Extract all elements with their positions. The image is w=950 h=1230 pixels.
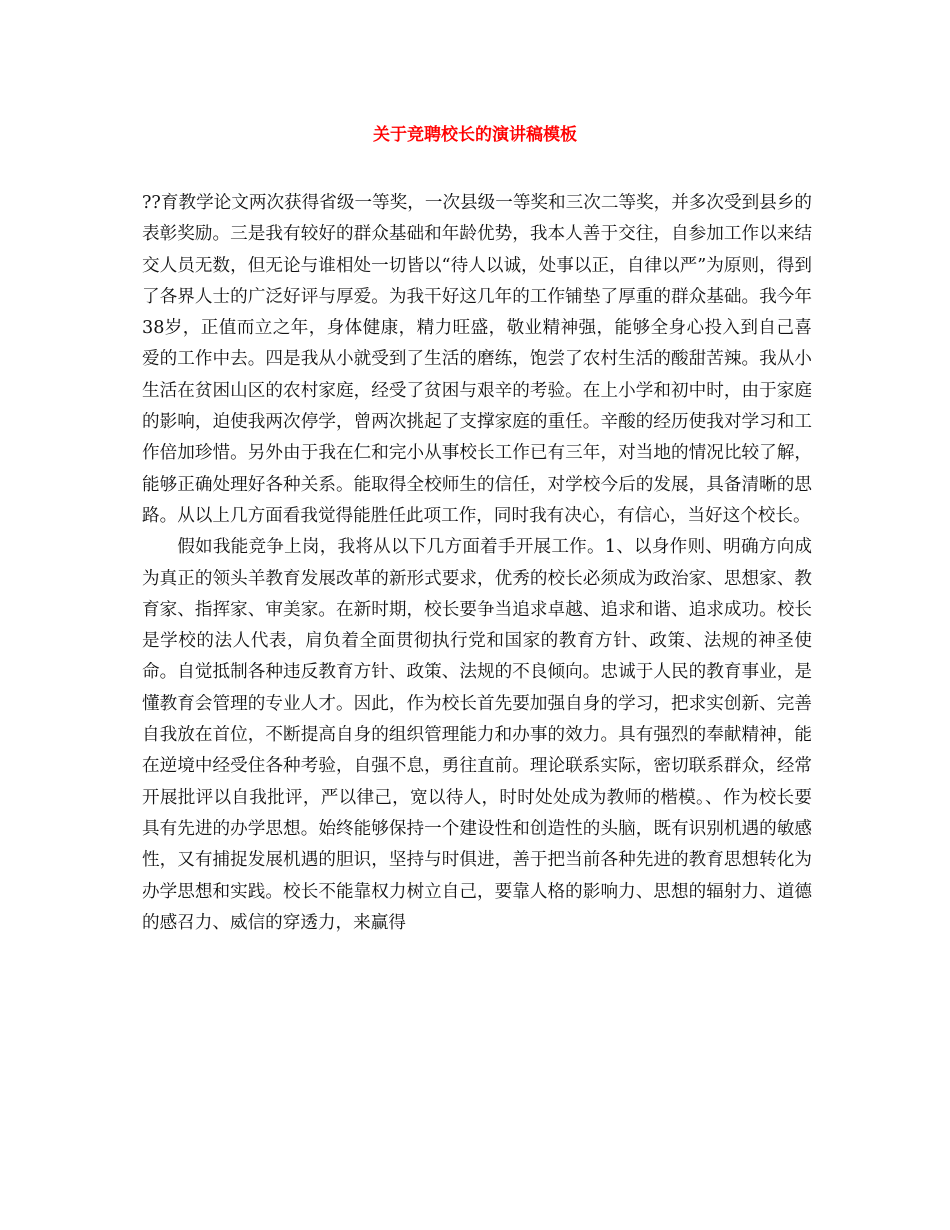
- document-title: 关于竞聘校长的演讲稿模板: [373, 125, 577, 145]
- body-paragraph: 假如我能竞争上岗，我将从以下几方面着手开展工作。1、以身作则、明确方向成为真正的领头羊教育发展改革的新形式要求，优秀的校长必须成为政治家、思想家、教育家、指挥家、审美家。在新时期，校长要争当追求卓越、追求和谐、追求成功。校长是学校的法人代表，肩负着全面贯彻执行党和国家的教育方针、政策、法规的神圣使命。自觉抵制各种违反教育方针、政策、法规的不良倾向。忠诚于人民的教育事业，是懂教育会管理的专业人才。因此，作为校长首先要加强自身的学习，把求实创新、完善自我放在首位，不断提高自身的组织管理能力和办事的效力。具有强烈的奉献精神，能在逆境中经受住各种考验，自强不息，勇往直前。理论联系实际，密切联系群众，经常开展批评以自我批评，严以律己，宽以待人，时时处处成为教师的楷模。、作为校长要具有先进的办学思想。始终能够保持一个建设性和创造性的头脑，既有识别机遇的敏感性，又有捕捉发展机遇的胆识，坚持与时俱进，善于把当前各种先进的教育思想转化为办学思想和实践。校长不能靠权力树立自己，要靠人格的影响力、思想的辐射力、道德的感召力、威信的穿透力，来赢得: [142, 537, 812, 933]
- body-paragraph: ??育教学论文两次获得省级一等奖，一次县级一等奖和三次二等奖，并多次受到县乡的表彰奖励。三是我有较好的群众基础和年龄优势，我本人善于交往，自参加工作以来结交人员无数，但无论与谁相处一切皆以“待人以诚，处事以正，自律以严”为原则，得到了各界人士的广泛好评与厚爱。为我干好这几年的工作铺垫了厚重的群众基础。我今年38岁，正值而立之年，身体健康，精力旺盛，敬业精神强，能够全身心投入到自己喜爱的工作中去。四是我从小就受到了生活的磨练，饱尝了农村生活的酸甜苦辣。我从小生活在贫困山区的农村家庭，经受了贫困与艰辛的考验。在上小学和初中时，由于家庭的影响，迫使我两次停学，曾两次挑起了支撑家庭的重任。辛酸的经历使我对学习和工作倍加珍惜。另外由于我在仁和完小从事校长工作已有三年，对当地的情况比较了解，能够正确处理好各种关系。能取得全校师生的信任，对学校今后的发展，具备清晰的思路。从以上几方面看我觉得能胜任此项工作，同时我有决心，有信心，当好这个校长。: [142, 193, 812, 526]
- document-body: [142, 188, 812, 939]
